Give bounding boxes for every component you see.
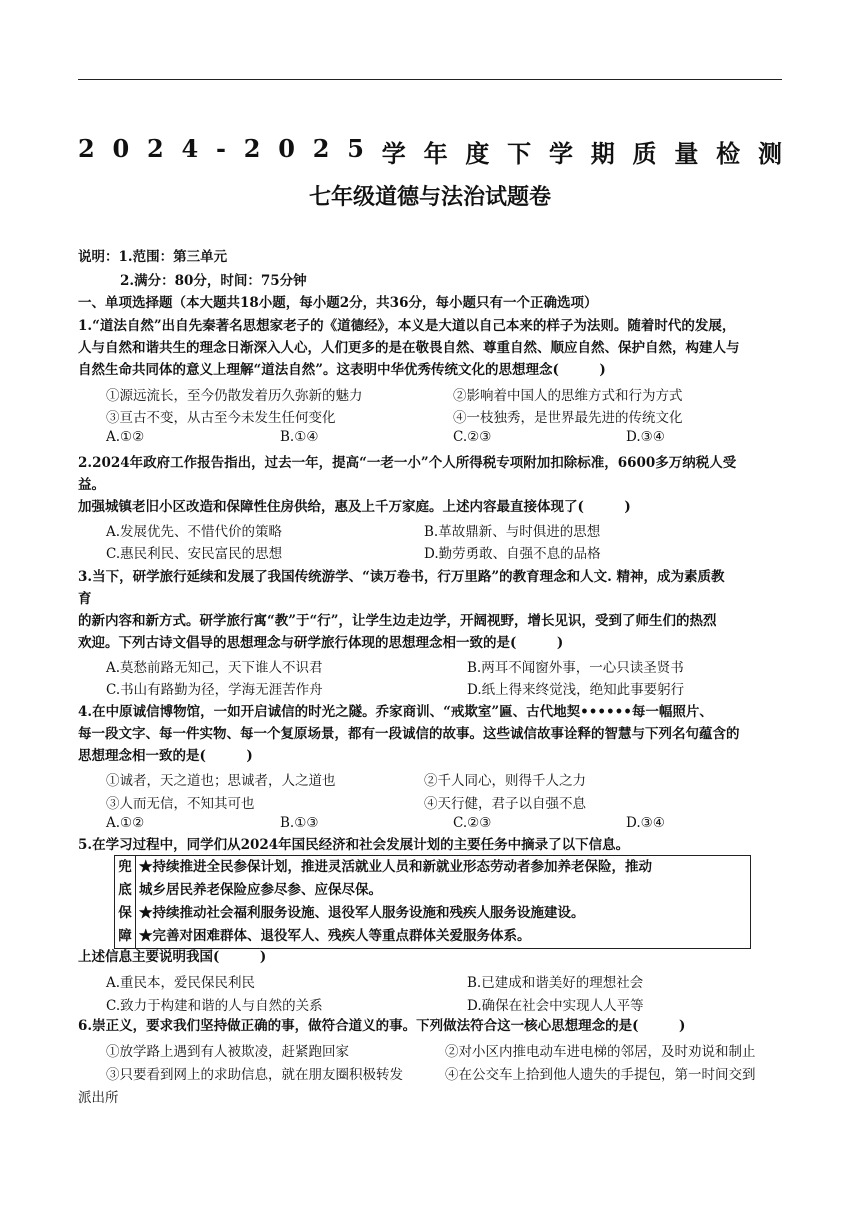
q6-statement-3: ③只要看到网上的求助信息，就在朋友圈积极转发 (106, 1067, 403, 1083)
q6-stem-line1: 6.崇正义，要求我们坚持做正确的事，做符合道义的事。下列做法符合这一核心思想理念的是( ) (78, 1018, 686, 1034)
q3-option-a: A.莫愁前路无知己，天下谁人不识君 (106, 660, 323, 676)
q5-info-row1: ★持续推进全民参保计划，推进灵活就业人员和新就业形态劳动者参加养老保险，推动 (139, 859, 652, 875)
q5-info-table (114, 855, 751, 949)
q2-stem-line3: 加强城镇老旧小区改造和保障性住房供给，惠及上千万家庭。上述内容最直接体现了( ) (78, 499, 631, 515)
q3-option-d: D.纸上得来终觉浅，绝知此事要躬行 (467, 682, 685, 698)
q4-option-c: C.②③ (453, 815, 492, 831)
q2-option-b: B.革故鼎新、与时俱进的思想 (424, 524, 601, 540)
q1-option-d: D.③④ (626, 429, 665, 445)
q1-option-b: B.①④ (280, 429, 319, 445)
q5-info-row3: ★持续推动社会福利服务设施、退役军人服务设施和残疾人服务设施建设。 (139, 905, 585, 921)
q2-option-c: C.惠民利民、安民富民的思想 (106, 546, 283, 562)
q3-stem-line1: 3.当下，研学旅行延续和发展了我国传统游学、“读万卷书，行万里路”的教育理念和人文. 精神，成为素质教 (78, 569, 725, 585)
q1-statement-2: ②影响着中国人的思维方式和行为方式 (453, 388, 683, 404)
q2-option-a: A.发展优先、不惜代价的策略 (106, 524, 283, 540)
q3-stem-line2: 育 (78, 591, 92, 607)
note-score-time: 2.满分：80分，时间：75分钟 (120, 273, 307, 289)
q4-stem-line1: 4.在中原诚信博物馆，一如开启诚信的时光之隧。乔家商训、“戒欺室”匾、古代地契••••••每一幅照片、 (78, 704, 713, 720)
q3-option-c: C.书山有路勤为径，学海无涯苦作舟 (106, 682, 323, 698)
q5-stem-line2: 上述信息主要说明我国( ) (78, 949, 267, 965)
q1-statement-3: ③亘古不变，从古至今未发生任何变化 (106, 410, 336, 426)
q4-option-d: D.③④ (626, 815, 665, 831)
q5-info-body (136, 856, 751, 949)
q6-statement-1: ①放学路上遇到有人被欺凌，赶紧跑回家 (106, 1044, 349, 1060)
exam-subtitle: 七年级道德与法治试题卷 (308, 184, 551, 210)
q2-stem-line1: 2.2024年政府工作报告指出，过去一年，提高“一老一小”个人所得税专项附加扣除标准，6600多万纳税人受 (78, 455, 737, 471)
section-heading: 一、单项选择题（本大题共18小题，每小题2分，共36分，每小题只有一个正确选项） (78, 295, 598, 311)
q6-statement-4: ④在公交车上拾到他人遗失的手提包，第一时间交到 (445, 1067, 756, 1083)
q4-stem-line2: 每一段文字、每一件实物、每一个复原场景，都有一段诚信的故事。这些诚信故事诠释的智慧与下列名句蕴含的 (78, 726, 740, 742)
header-rule (78, 79, 782, 80)
q3-stem-line4: 欢迎。下列古诗文倡导的思想理念与研学旅行体现的思想理念相一致的是( ) (78, 635, 564, 651)
q6-statement-2: ②对小区内推电动车进电梯的邻居，及时劝说和制止 (445, 1044, 756, 1060)
q2-option-d: D.勤劳勇敢、自强不息的品格 (424, 546, 601, 562)
q4-statement-3: ③人而无信，不知其可也 (106, 796, 255, 812)
q3-option-b: B.两耳不闻窗外事，一心只读圣贤书 (467, 660, 684, 676)
q4-statement-2: ②千人同心，则得千人之力 (424, 773, 586, 789)
note-scope: 说明：1.范围：第三单元 (78, 249, 228, 265)
q2-stem-line2: 益。 (78, 477, 105, 493)
q5-side-label: 兜 底 保 障 (115, 856, 136, 949)
q4-option-b: B.①③ (280, 815, 319, 831)
q6-statement-4-cont: 派出所 (78, 1090, 119, 1106)
q5-option-d: D.确保在社会中实现人人平等 (467, 998, 644, 1014)
q1-stem-line1: 1.“道法自然”出自先秦著名思想家老子的《道德经》，本义是大道以自己本来的样子为法则。随着时代的发展， (78, 318, 736, 334)
q5-option-a: A.重民本，爱民保民利民 (106, 975, 256, 991)
q1-option-c: C.②③ (453, 429, 492, 445)
q4-stem-line3: 思想理念相一致的是( ) (78, 748, 253, 764)
q1-option-a: A.①② (106, 429, 145, 445)
q5-stem-line1: 5.在学习过程中，同学们从2024年国民经济和社会发展计划的主要任务中摘录了以下信息。 (78, 837, 630, 853)
q1-statement-1: ①源远流长，至今仍散发着历久弥新的魅力 (106, 388, 363, 404)
q4-statement-4: ④天行健，君子以自强不息 (424, 796, 586, 812)
q5-info-row4: ★完善对困难群体、退役军人、残疾人等重点群体关爱服务体系。 (139, 928, 531, 944)
q4-option-a: A.①② (106, 815, 145, 831)
q4-statement-1: ①诚者，天之道也；思诚者，人之道也 (106, 773, 336, 789)
exam-title: 2 0 2 4 - 2 0 2 5 学 年 度 下 学 期 质 量 检 测 (78, 134, 782, 168)
q3-stem-line3: 的新内容和新方式。研学旅行寓“教”于“行”，让学生边走边学，开阔视野，增长见识，受到了师生们的热烈 (78, 613, 717, 629)
q1-statement-4: ④一枝独秀，是世界最先进的传统文化 (453, 410, 683, 426)
q5-option-b: B.已建成和谐美好的理想社会 (467, 975, 644, 991)
q1-stem-line2: 人与自然和谐共生的理念日渐深入人心，人们更多的是在敬畏自然、尊重自然、顺应自然、保护自然，构建人与 (78, 340, 740, 356)
q1-stem-line3: 自然生命共同体的意义上理解“道法自然”。这表明中华优秀传统文化的思想理念( ) (78, 362, 606, 378)
q5-info-row2: 城乡居民养老保险应参尽参、应保尽保。 (139, 882, 382, 898)
q5-option-c: C.致力于构建和谐的人与自然的关系 (106, 998, 323, 1014)
